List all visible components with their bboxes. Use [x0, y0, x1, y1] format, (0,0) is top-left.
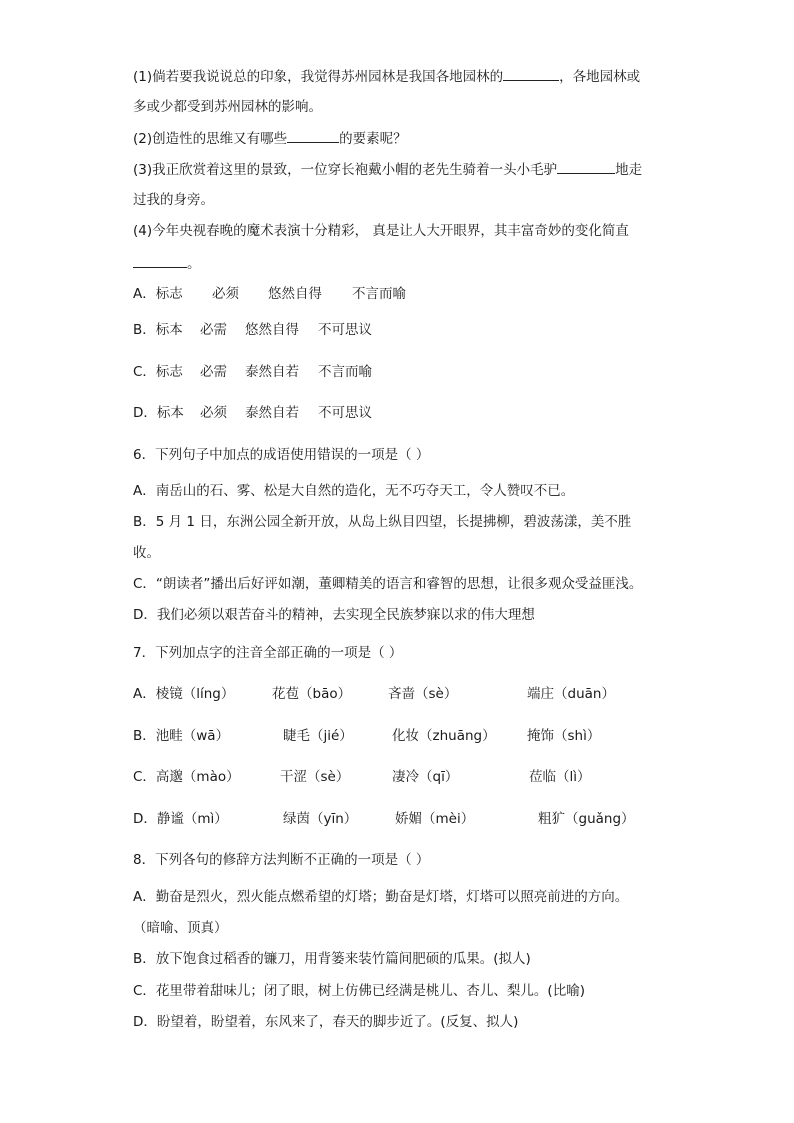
q8-option-d[interactable]: D．盼望着，盼望着，东风来了，春天的脚步近了。(反复、拟人) — [133, 1014, 519, 1030]
option-word: 悠然自得 — [245, 322, 299, 338]
option-word: 不可思议 — [318, 405, 372, 421]
option-word: 必需 — [200, 364, 227, 380]
sentence-4-tail: 。 — [187, 256, 201, 272]
option-label: D．标本 — [133, 405, 184, 421]
q8-option-a[interactable]: A．勤奋是烈火，烈火能点燃希望的灯塔；勤奋是灯塔，灯塔可以照亮前进的方向。 — [133, 889, 629, 905]
sentence-2 — [133, 128, 407, 149]
pinyin-item: 睫毛（jié） — [283, 728, 353, 744]
pinyin-item: 凄冷（qī） — [392, 769, 459, 785]
option-label: C．标志 — [133, 364, 183, 380]
q6-stem: 6．下列句子中加点的成语使用错误的一项是（ ） — [133, 447, 430, 463]
q6-option-b-cont: 收。 — [133, 545, 160, 561]
pinyin-item: 掩饰（shì） — [527, 728, 601, 744]
q8-option-c[interactable]: C．花里带着甜味儿；闭了眼，树上仿佛已经满是桃儿、杏儿、梨儿。(比喻) — [133, 983, 585, 999]
option-word: 必需 — [200, 322, 227, 338]
q6-option-a[interactable]: A．南岳山的石、雾、松是大自然的造化，无不巧夺天工，令人赞叹不已。 — [133, 483, 575, 499]
sentence-3 — [133, 159, 642, 180]
sentence-3-text: (3)我正欣赏着这里的景致，一位穿长袍戴小帽的老先生骑着一头小毛驴 — [133, 162, 558, 178]
sentence-3-cont: 过我的身旁。 — [133, 192, 214, 208]
sentence-1-cont: 多或少都受到苏州园林的影响。 — [133, 99, 322, 115]
blank-3 — [557, 159, 615, 174]
option-word: 泰然自若 — [245, 405, 299, 421]
blank-2 — [287, 128, 339, 143]
pinyin-item: 绿茵（yīn） — [283, 811, 358, 827]
q7-stem: 7．下列加点字的注音全部正确的一项是（ ） — [133, 645, 403, 661]
q8-option-b[interactable]: B．放下饱食过稻香的镰刀，用背篓来装竹篇间肥硕的瓜果。(拟人) — [133, 951, 531, 967]
blank-4 — [133, 253, 187, 268]
sentence-1-text: (1)倘若要我说说总的印象，我觉得苏州园林是我国各地园林的 — [133, 69, 504, 85]
pinyin-item: D．静谧（mì） — [133, 811, 228, 827]
pinyin-item: 干涩（sè） — [280, 769, 350, 785]
q6-option-c[interactable]: C．“朗读者”播出后好评如潮，董卿精美的语言和睿智的思想，让很多观众受益匪浅。 — [133, 576, 643, 592]
sentence-4: (4)今年央视春晚的魔术表演十分精彩， 真是让人大开眼界，其丰富奇妙的变化简直 — [133, 223, 629, 239]
pinyin-item: 吝啬（sè） — [388, 686, 458, 702]
blank-1 — [503, 66, 559, 81]
option-label: B．标本 — [133, 322, 183, 338]
q6-option-b[interactable]: B．5 月 1 日，东洲公园全新开放，从岛上纵目四望，长提拂柳，碧波荡漾，美不胜 — [133, 514, 632, 530]
pinyin-item: 花苞（bāo） — [272, 686, 352, 702]
sentence-2-tail: 的要素呢？ — [339, 131, 407, 147]
pinyin-item: 娇媚（mèi） — [395, 811, 475, 827]
option-word: 必须 — [212, 286, 239, 302]
q8-stem: 8．下列各句的修辞方法判断不正确的一项是（ ） — [133, 852, 430, 868]
sentence-2-text: (2)创造性的思维又有哪些 — [133, 131, 288, 147]
sentence-1 — [133, 66, 640, 87]
option-word: 悠然自得 — [268, 286, 322, 302]
pinyin-item: 端庄（duān） — [527, 686, 615, 702]
pinyin-item: B．池畦（wā） — [133, 728, 230, 744]
option-word: 必须 — [200, 405, 227, 421]
option-word: 不言而喻 — [318, 364, 372, 380]
q6-option-d[interactable]: D．我们必须以艰苦奋斗的精神，去实现全民族梦寐以求的伟大理想 — [133, 607, 535, 623]
sentence-1-tail: ，各地园林或 — [559, 69, 641, 85]
pinyin-item: C．高邈（mào） — [133, 769, 240, 785]
pinyin-item: 化妆（zhuāng） — [392, 728, 496, 744]
option-word: 泰然自若 — [245, 364, 299, 380]
option-label: A．标志 — [133, 286, 183, 302]
option-word: 不可思议 — [318, 322, 372, 338]
pinyin-item: A．棱镜（líng） — [133, 686, 235, 702]
sentence-3-tail: 地走 — [615, 162, 643, 178]
q8-option-a-cont: （暗喻、顶真） — [133, 920, 228, 936]
pinyin-item: 莅临（lì） — [529, 769, 591, 785]
option-word: 不言而喻 — [352, 286, 406, 302]
sentence-4-cont — [133, 253, 201, 274]
pinyin-item: 粗犷（guǎng） — [538, 811, 635, 827]
